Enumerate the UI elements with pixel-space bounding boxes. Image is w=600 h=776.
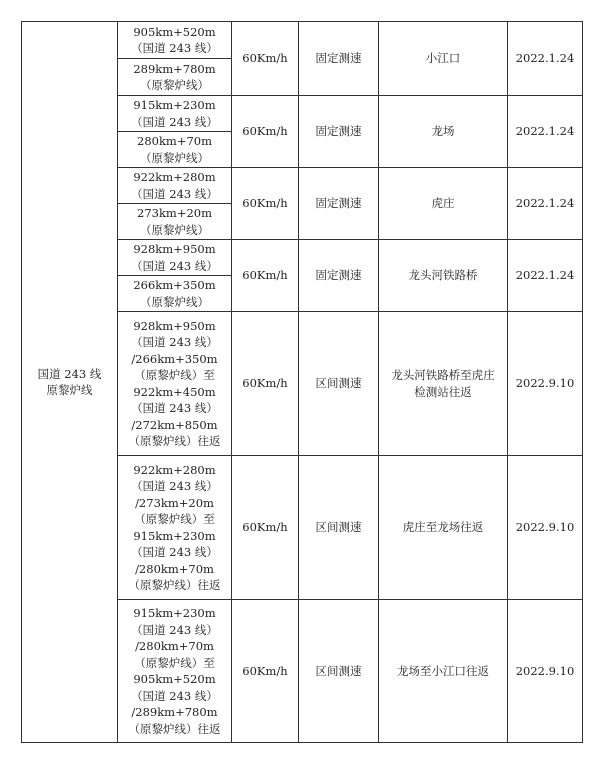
location-line: /272km+850m [131, 417, 218, 432]
place-cell [379, 312, 508, 456]
date-cell: 2022.9.10 [508, 312, 583, 456]
location-line: （原黎炉线）至 [134, 368, 215, 382]
location-line: 273km+20m [137, 206, 212, 220]
date-cell: 2022.9.10 [508, 456, 583, 600]
place-cell [379, 456, 508, 600]
location-line: （国道 243 线） [131, 479, 218, 493]
camera-type-cell: 区间测速 [299, 600, 379, 743]
location-cell [118, 240, 232, 276]
location-line: （国道 243 线） [131, 258, 218, 273]
place-line: 检测站往返 [414, 384, 472, 399]
location-line: 915km+230m [133, 528, 216, 543]
location-line: 266km+350m [133, 278, 216, 292]
location-line: （原黎炉线） [140, 294, 209, 309]
location-line: /273km+20m [135, 495, 214, 510]
speed-limit-cell: 60Km/h [232, 168, 299, 240]
location-line: （原黎炉线）至 [134, 655, 215, 670]
location-cell [118, 456, 232, 600]
place-line: 龙头河铁路桥至虎庄 [391, 368, 495, 382]
location-line: 922km+280m [133, 462, 216, 477]
location-line: （国道 243 线） [131, 335, 218, 349]
location-cell [118, 312, 232, 456]
location-line: （国道 243 线） [131, 622, 218, 637]
place-cell: 虎庄 [379, 168, 508, 240]
location-line: 922km+450m [133, 384, 216, 399]
place-cell: 龙场 [379, 96, 508, 168]
place-cell: 小江口 [379, 22, 508, 96]
location-line: 915km+230m [133, 606, 216, 620]
location-line: （国道 243 线） [131, 545, 218, 559]
date-cell: 2022.1.24 [508, 22, 583, 96]
location-line: （原黎炉线） [140, 78, 209, 92]
table-row [22, 22, 583, 59]
place-cell: 龙头河铁路桥 [379, 240, 508, 312]
camera-type-cell: 固定测速 [299, 240, 379, 312]
location-cell [118, 59, 232, 96]
location-line: 280km+70m [137, 134, 212, 148]
camera-type-cell: 固定测速 [299, 168, 379, 240]
location-line: （国道 243 线） [131, 688, 218, 703]
speed-limit-cell: 60Km/h [232, 456, 299, 600]
location-line: （原黎炉线）至 [134, 512, 215, 526]
date-cell: 2022.1.24 [508, 240, 583, 312]
location-line: /280km+70m [135, 561, 214, 576]
date-cell: 2022.9.10 [508, 600, 583, 743]
location-cell [118, 204, 232, 240]
location-line: （国道 243 线） [131, 114, 218, 129]
location-line: （国道 243 线） [131, 401, 218, 415]
date-cell: 2022.1.24 [508, 168, 583, 240]
location-cell [118, 96, 232, 132]
location-line: （国道 243 线） [131, 41, 218, 55]
location-cell [118, 22, 232, 59]
location-line: （原黎炉线）往返 [128, 434, 221, 448]
location-line: （原黎炉线）往返 [128, 578, 221, 592]
speed-camera-table [21, 21, 583, 743]
location-cell [118, 132, 232, 168]
location-line: （原黎炉线） [140, 150, 209, 165]
location-line: （原黎炉线）往返 [128, 721, 221, 736]
location-line: 928km+950m [133, 318, 216, 333]
road-name-line-2: 原黎炉线 [46, 383, 93, 397]
speed-limit-cell: 60Km/h [232, 22, 299, 96]
place-line: 虎庄至龙场往返 [402, 520, 484, 535]
place-cell [379, 600, 508, 743]
camera-type-cell: 区间测速 [299, 456, 379, 600]
camera-type-cell: 固定测速 [299, 96, 379, 168]
camera-type-cell: 固定测速 [299, 22, 379, 96]
location-line: （国道 243 线） [131, 186, 218, 201]
speed-limit-cell: 60Km/h [232, 240, 299, 312]
speed-limit-cell: 60Km/h [232, 312, 299, 456]
speed-limit-cell: 60Km/h [232, 600, 299, 743]
location-line: 922km+280m [133, 170, 216, 184]
location-line: 928km+950m [133, 242, 216, 256]
location-line: （原黎炉线） [140, 222, 209, 237]
location-line: 915km+230m [133, 98, 216, 112]
road-name-line-1: 国道 243 线 [37, 366, 102, 381]
location-line: 905km+520m [133, 24, 216, 39]
location-line: /266km+350m [131, 351, 218, 366]
place-line: 龙场至小江口往返 [397, 663, 489, 678]
location-line: /280km+70m [135, 639, 214, 653]
location-line: 905km+520m [133, 672, 216, 686]
date-cell: 2022.1.24 [508, 96, 583, 168]
location-cell [118, 276, 232, 312]
road-name-cell [22, 22, 118, 743]
camera-type-cell: 区间测速 [299, 312, 379, 456]
location-line: 289km+780m [133, 61, 216, 76]
location-cell [118, 168, 232, 204]
location-cell [118, 600, 232, 743]
location-line: /289km+780m [131, 705, 218, 719]
speed-limit-cell: 60Km/h [232, 96, 299, 168]
